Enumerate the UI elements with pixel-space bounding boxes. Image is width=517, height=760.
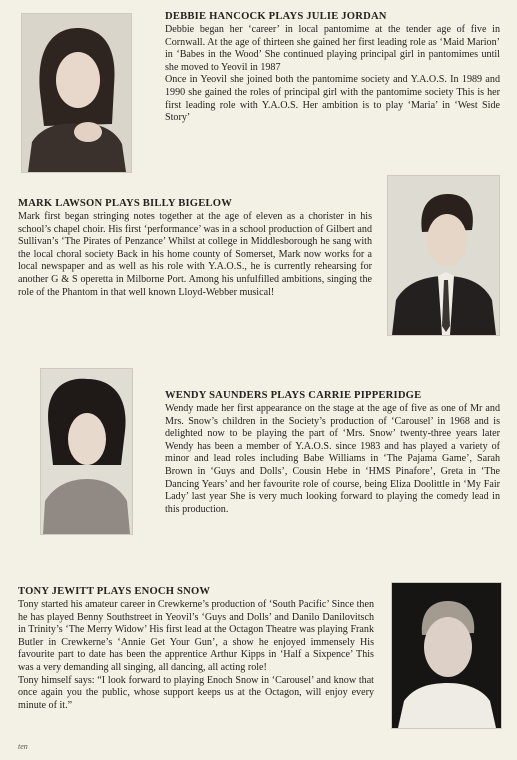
- photo-mark-lawson: [387, 175, 500, 336]
- bio-heading: WENDY SAUNDERS PLAYS CARRIE PIPPERIDGE: [165, 390, 422, 401]
- bio-paragraph: Tony himself says: “I look forward to playing Enoch Snow in ‘Carousel’ and know that once again you the public, whose support keeps us at the Octagon, will enjoy every minute of it.”: [18, 674, 374, 711]
- bio-heading: TONY JEWITT PLAYS ENOCH SNOW: [18, 586, 211, 597]
- photo-wendy-saunders: [40, 368, 133, 535]
- bio-heading: MARK LAWSON PLAYS BILLY BIGELOW: [18, 198, 233, 209]
- bio-wendy-saunders: [165, 389, 500, 516]
- bio-paragraph: Tony started his amateur career in Crewkerne’s production of ‘South Pacific’ Since then he has played Benny Southstreet in Yeovil’s ‘Guys and Dolls’ and Danilo Danilovitsch in Trinity’s ‘The Merry Widow’ His first lead at the Octagon Theatre was playing Frank Butler in Crewkerne’s ‘Annie Get Your Gun’, a show he enjoyed immensely His favourite part to date has been the apprentice Arthur Kipps in ‘Half a Sixpence’ This was a very demanding all singing, all dancing, all acting role!: [18, 599, 374, 673]
- bio-mark-lawson: [18, 197, 372, 299]
- bio-heading: DEBBIE HANCOCK PLAYS JULIE JORDAN: [165, 11, 387, 22]
- bio-paragraph: Wendy made her first appearance on the stage at the age of five as one of Mr and Mrs. Snow’s children in the Society’s production of ‘Carousel’ in 1968 and is delighted now to be playing the part of ‘Mrs. Snow’ twenty-three years later Wendy has been a member of Y.A.O.S. since 1983 and has played a variety of minor and lead roles including Babe Williams in ‘The Pajama Game’, Sarah Brown in ‘Guys and Dolls’, Cousin Hebe in ‘HMS Pinafore’, Greta in ‘The Dancing Years’ and her favourite role of course, being Eliza Doolittle in ‘My Fair Lady’ last year She is very much looking forward to playing the comedy lead in this production.: [165, 403, 500, 515]
- bio-paragraph: Debbie began her ‘career’ in local pantomime at the tender age of five in Cornwall. At the age of thirteen she gained her first leading role as ‘Maid Marion’ in ‘Babes in the Wood’ She continued playing principal girl in pantomimes until she moved to Yeovil in 1987: [165, 24, 500, 73]
- bio-paragraph: Mark first began stringing notes together at the age of eleven as a chorister in his school’s chapel choir. His first ‘performance’ was in a school production of Gilbert and Sullivan’s ‘The Pirates of Penzance’ Whilst at college in Middlesborough he sang with the local choral society Back in his home county of Somerset, Mark now works for a local newspaper and as well as his role with Y.A.O.S., he is currently rehearsing for another G & S operetta in Milborne Port. Among his unfulfilled ambitions, singing the role of the Phantom in that well known Lloyd-Webber musical!: [18, 211, 372, 298]
- photo-tony-jewitt: [391, 582, 502, 729]
- bio-paragraph: Once in Yeovil she joined both the pantomime society and Y.A.O.S. In 1989 and 1990 she gained the roles of principal girl with the pantomime society This is her first leading role with Y.A.O.S. Her ambition is to play ‘Maria’ in ‘West Side Story’: [165, 74, 500, 124]
- bio-tony-jewitt: [18, 585, 374, 712]
- page-number: ten: [18, 742, 28, 751]
- photo-debbie-hancock: [21, 13, 132, 173]
- bio-debbie-hancock: [165, 10, 500, 125]
